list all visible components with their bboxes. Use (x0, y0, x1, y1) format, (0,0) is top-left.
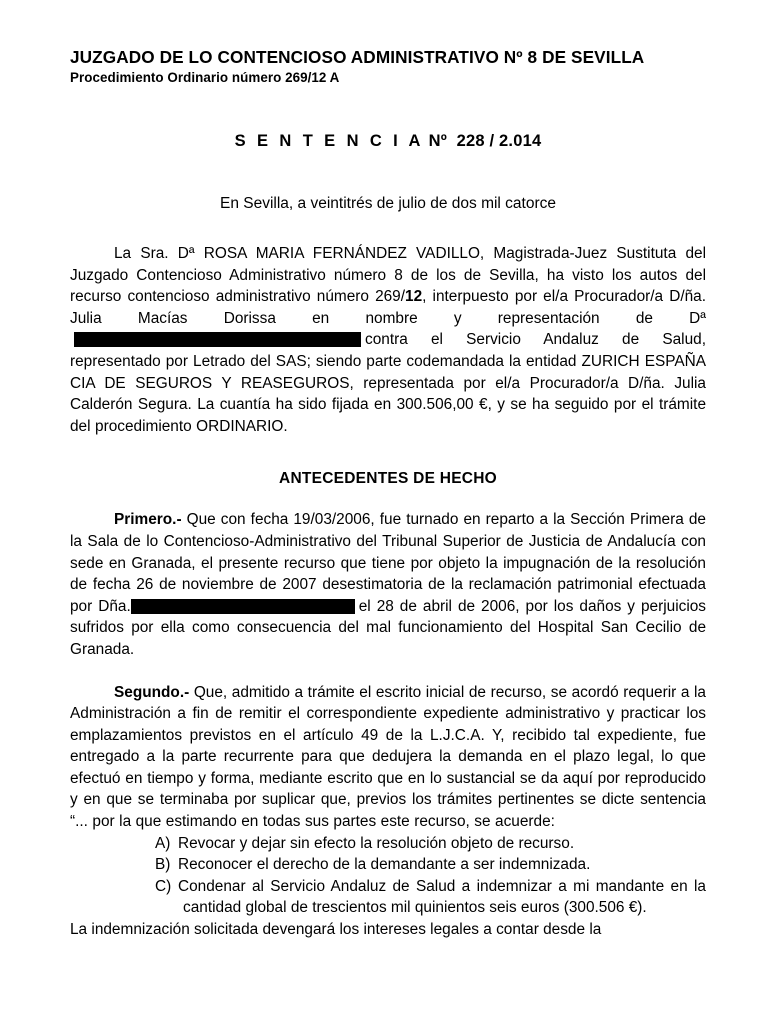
intro-text-part2: , interpuesto por el/a Procurador/a D/ña. Julia Macías Dorissa en nombre y representación de Dª (70, 288, 706, 327)
sentencia-label: S E N T E N C I A (234, 132, 424, 150)
list-item (155, 854, 706, 876)
claims-list (70, 833, 706, 919)
sentencia-number: 228 / 2.014 (456, 132, 542, 150)
place-and-date: En Sevilla, a veintitrés de julio de dos mil catorce (220, 195, 556, 212)
list-item (155, 833, 706, 855)
tail-paragraph: La indemnización solicitada devengará los intereses legales a contar desde la (70, 921, 602, 939)
claim-marker: C) (155, 877, 172, 895)
segundo-label: Segundo.- (114, 683, 190, 701)
primero-text-a: Que con fecha 19/03/2006, fue turnado en reparto a la Sección Primera de la Sala de lo Contencioso-Administrativo del Tribunal Superior de Justicia de Andalucía con sede en Granada, el presente recurso que tiene por objeto la impugnación de la resolución de fecha 26 de noviembre de 2007 desestimatoria de la reclamación patrimonial efectuada por Dña. (70, 511, 706, 615)
primero-paragraph (70, 488, 706, 660)
intro-text-part1: La Sra. Dª ROSA MARIA FERNÁNDEZ VADILLO, Magistrada-Juez Sustituta del Juzgado Contencioso Administrativo número 8 de los de Sevilla, ha visto los autos del recurso contencioso administrativo número 269/ (70, 245, 706, 306)
antecedentes-heading: ANTECEDENTES DE HECHO (279, 470, 497, 488)
claim-text: Revocar y dejar sin efecto la resolución objeto de recurso. (178, 834, 575, 852)
intro-paragraph (70, 213, 706, 437)
primero-text-b: el 28 de abril de 2006, por los daños y perjuicios sufridos por ella como consecuencia del mal funcionamiento del Hospital San Cecilio de Granada. (70, 597, 706, 658)
segundo-paragraph (70, 661, 706, 833)
court-header: JUZGADO DE LO CONTENCIOSO ADMINISTRATIVO Nº 8 DE SEVILLA (70, 47, 645, 67)
procedure-header: Procedimiento Ordinario número 269/12 A (70, 70, 340, 85)
sentencia-number-prefix: Nº (428, 132, 447, 150)
segundo-text: Que, admitido a trámite el escrito inicial de recurso, se acordó requerir a la Administración a fin de remitir el correspondiente expediente administrativo y practicar los emplazamientos previstos en el artículo 49 de la L.J.C.A. Y, recibido tal expediente, fue entregado a la parte recurrente para que dedujera la demanda en el plazo legal, lo que efectuó en tiempo y forma, mediante escrito que en lo sustancial se da aquí por reproducido y en que se terminaba por suplicar que, previos los trámites pertinentes se dicte sentencia “... por la que estimando en todas sus partes este recurso, se acuerde: (70, 683, 706, 831)
claim-marker: B) (155, 856, 171, 874)
document-content (70, 0, 706, 941)
page-title (70, 86, 706, 151)
intro-text-part3: contra el Servicio Andaluz de Salud, representado por Letrado del SAS; siendo parte codemandada la entidad ZURICH ESPAÑA CIA DE SEGUROS Y REASEGUROS, representada por el/a Procurador/a D/ña. Julia Calderón Segura. La cuantía ha sido fijada en 300.506,00 €, y se ha seguido por el trámite del procedimiento ORDINARIO. (70, 331, 706, 435)
redaction-bar-plaintiff-name (74, 332, 361, 347)
claim-text: Reconocer el derecho de la demandante a ser indemnizada. (178, 856, 591, 874)
claim-marker: A) (155, 834, 171, 852)
case-number-bold: 12 (405, 288, 423, 306)
redaction-bar-claimant-name (131, 599, 355, 614)
claim-text: Condenar al Servicio Andaluz de Salud a indemnizar a mi mandante en la cantidad global de trescientos mil quinientos seis euros (300.506 €). (178, 877, 706, 917)
primero-label: Primero.- (114, 511, 182, 529)
list-item (155, 876, 706, 919)
